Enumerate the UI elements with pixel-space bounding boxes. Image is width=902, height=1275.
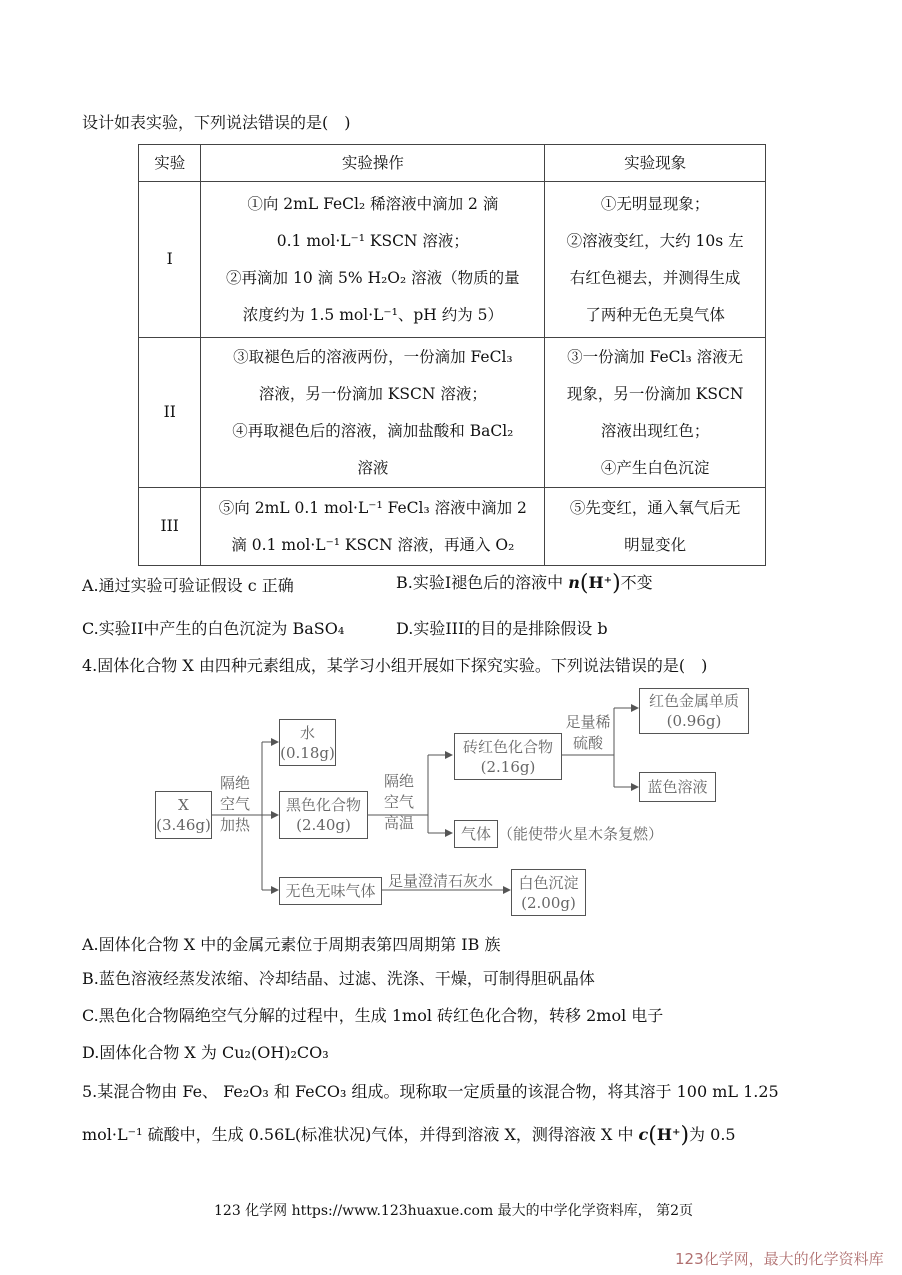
cell-line: 右红色褪去，并测得生成 [569, 268, 741, 287]
condition-line: 足量稀 [565, 713, 611, 731]
header-experiment: 实验 [139, 145, 201, 182]
compound-x-mass: (3.46g) [156, 816, 211, 834]
cell-line: ③取褪色后的溶液两份，一份滴加 FeCl₃ [233, 347, 513, 366]
amount-symbol: n [568, 573, 580, 592]
row-label: III [139, 488, 201, 566]
q4-option-a: A.固体化合物 X 中的金属元素位于周期表第四周期第 IB 族 [82, 935, 501, 954]
condition-line: 空气 [219, 795, 250, 813]
option-b-tail: 不变 [620, 573, 653, 592]
red-metal-mass: (0.96g) [666, 712, 722, 730]
condition-line: 隔绝 [383, 772, 414, 790]
gas-note: （能使带火星木条复燃） [498, 825, 664, 843]
cell-line: ⑤先变红，通入氧气后无 [569, 498, 741, 517]
red-metal-name: 红色金属单质 [648, 692, 739, 710]
condition-high-temp [378, 771, 420, 834]
condition-heat [215, 773, 255, 836]
option-c: C.实验II中产生的白色沉淀为 BaSO₄ [82, 619, 345, 638]
cell-line: ②再滴加 10 滴 5% H₂O₂ 溶液（物质的量 [226, 268, 520, 287]
red-metal-box [639, 688, 749, 734]
cell-line: 溶液，另一份滴加 KSCN 溶液； [258, 384, 487, 403]
cell-line: 现象，另一份滴加 KSCN [566, 384, 744, 403]
option-a: A.通过实验可验证假设 c 正确 [82, 576, 294, 595]
compound-x-box [155, 791, 212, 839]
colorless-gas-box [279, 877, 382, 905]
black-compound-mass: (2.40g) [296, 816, 351, 834]
cell-line: ②溶液变红，大约 10s 左 [566, 231, 744, 250]
condition-acid [560, 712, 616, 754]
q4-option-c: C.黑色化合物隔绝空气分解的过程中，生成 1mol 砖红色化合物，转移 2mol 电子 [82, 1006, 664, 1025]
condition-line: 高温 [383, 814, 414, 832]
cell-line: 明显变化 [624, 535, 687, 554]
q4-option-b: B.蓝色溶液经蒸发浓缩、冷却结晶、过滤、洗涤、干燥，可制得胆矾晶体 [82, 969, 595, 988]
white-precipitate-mass: (2.00g) [521, 893, 576, 912]
cell-line: 溶液 [357, 458, 389, 477]
row-label: I [139, 182, 201, 338]
header-phenomenon: 实验现象 [545, 145, 766, 182]
watermark: 123化学网，最大的化学资料库 [675, 1250, 884, 1268]
cell-line: 了两种无色无臭气体 [585, 305, 725, 324]
paren-open: ( [648, 1123, 657, 1148]
paren-close: ) [680, 1123, 690, 1148]
question-intro: 设计如表实验，下列说法错误的是( ) [82, 113, 351, 132]
paren-close: ) [612, 571, 621, 596]
condition-line: 隔绝 [219, 774, 250, 792]
condition-line: 空气 [383, 793, 414, 811]
question-5-line1: 5.某混合物由 Fe、 Fe₂O₃ 和 FeCO₃ 组成。现称取一定质量的该混合物，将其溶于 100 mL 1.25 [82, 1082, 779, 1101]
brick-red-mass: (2.16g) [480, 757, 536, 776]
hydrogen-ion: H⁺ [588, 573, 613, 592]
hydrogen-ion: H⁺ [656, 1125, 681, 1144]
question-4-stem: 4.固体化合物 X 由四种元素组成，某学习小组开展如下探究实验。下列说法错误的是( ) [82, 656, 708, 675]
cell-line: ④再取褪色后的溶液，滴加盐酸和 BaCl₂ [232, 421, 514, 440]
white-precipitate-name: 白色沉淀 [518, 873, 579, 892]
option-d: D.实验III的目的是排除假设 b [396, 619, 608, 638]
concentration-symbol: c [638, 1125, 649, 1144]
blue-solution-name: 蓝色溶液 [647, 778, 708, 796]
oxygen-gas-box [454, 820, 498, 848]
question-5-tail: 为 0.5 [689, 1125, 736, 1144]
colorless-gas-name: 无色无味气体 [285, 882, 376, 900]
cell-line: 0.1 mol·L⁻¹ KSCN 溶液； [276, 231, 469, 250]
condition-line: 硫酸 [572, 734, 603, 752]
blue-solution-box [639, 772, 716, 802]
cell-line: ①向 2mL FeCl₂ 稀溶液中滴加 2 滴 [247, 194, 499, 213]
paren-open: ( [579, 571, 589, 596]
cell-line: 浓度约为 1.5 mol·L⁻¹、pH 约为 5） [242, 305, 503, 324]
cell-line: 溶液出现红色； [600, 421, 710, 440]
black-compound-name: 黑色化合物 [285, 796, 361, 814]
cell-line: 滴 0.1 mol·L⁻¹ KSCN 溶液，再通入 O₂ [231, 535, 515, 554]
question-5-text: mol·L⁻¹ 硫酸中，生成 0.56L(标准状况)气体，并得到溶液 X，测得溶液 X 中 [82, 1125, 634, 1144]
cell-line: ④产生白色沉淀 [600, 458, 710, 477]
cell-line: ③一份滴加 FeCl₃ 溶液无 [567, 347, 744, 366]
water-box [279, 719, 336, 766]
water-mass: (0.18g) [280, 743, 335, 762]
condition-limewater: 足量澄清石灰水 [388, 872, 494, 890]
cell-line: ⑤向 2mL 0.1 mol·L⁻¹ FeCl₃ 溶液中滴加 2 [218, 498, 527, 517]
row-label: II [139, 338, 201, 488]
black-compound-box [279, 791, 368, 839]
cell-line: ①无明显现象； [600, 194, 710, 213]
gas-name: 气体 [460, 825, 491, 843]
water-name: 水 [299, 723, 315, 742]
header-operation: 实验操作 [201, 145, 545, 182]
question-5-line2 [82, 1122, 736, 1148]
white-precipitate-box [511, 869, 586, 916]
brick-red-name: 砖红色化合物 [462, 737, 553, 756]
q4-option-d: D.固体化合物 X 为 Cu₂(OH)₂CO₃ [82, 1043, 329, 1062]
compound-x-name: X [178, 796, 189, 814]
condition-line: 加热 [219, 816, 250, 834]
page-footer: 123 化学网 https://www.123huaxue.com 最大的中学化学资料库， 第2页 [214, 1203, 694, 1219]
brick-red-compound-box [454, 733, 562, 780]
option-b-text: B.实验I褪色后的溶液中 [396, 573, 564, 592]
